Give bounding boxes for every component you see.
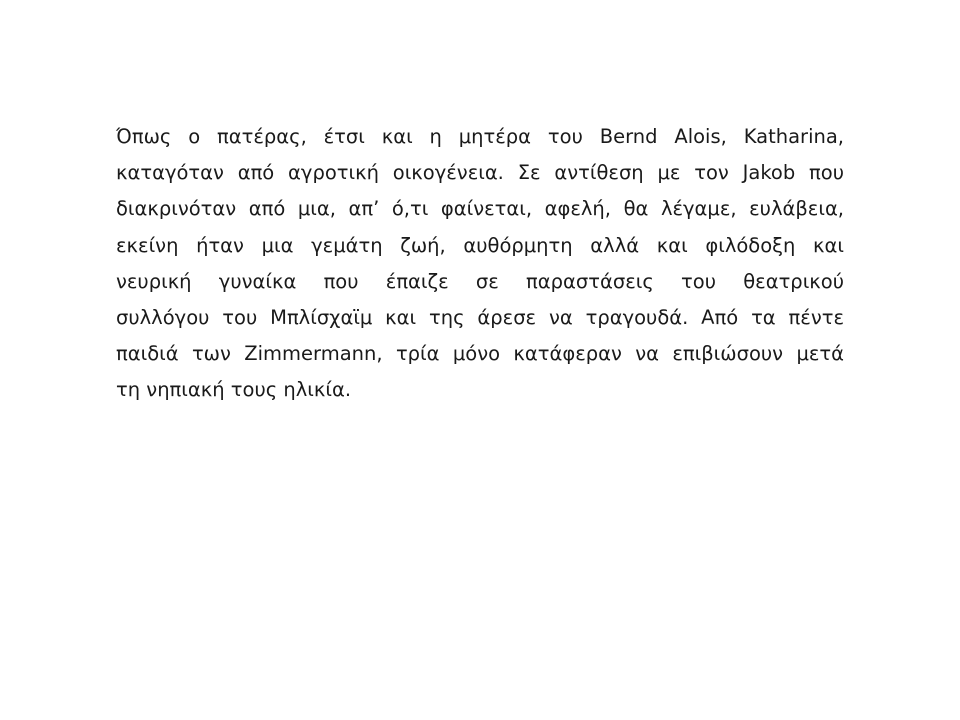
body-paragraph: [116, 119, 844, 409]
paragraph-line: διακρινόταν από μια, απ’ ό,τι φαίνεται, αφελή, θα λέγαμε, ευλάβεια,: [116, 197, 844, 221]
paragraph-line: τη νηπιακή τους ηλικία.: [116, 378, 352, 402]
paragraph-line: νευρική γυναίκα που έπαιζε σε παραστάσεις του θεατρικού: [116, 269, 844, 293]
paragraph-line: εκείνη ήταν μια γεμάτη ζωή, αυθόρμητη αλλά και φιλόδοξη και: [116, 233, 844, 257]
paragraph-line: καταγόταν από αγροτική οικογένεια. Σε αντίθεση με τον Jakob που: [116, 161, 844, 185]
paragraph-line: παιδιά των Zimmermann, τρία μόνο κατάφεραν να επιβιώσουν μετά: [116, 342, 844, 366]
paragraph-line: συλλόγου του Μπλίσχαϊμ και της άρεσε να τραγουδά. Από τα πέντε: [116, 305, 844, 329]
paragraph-line: Όπως ο πατέρας, έτσι και η μητέρα του Bernd Alois, Katharina,: [116, 125, 844, 148]
